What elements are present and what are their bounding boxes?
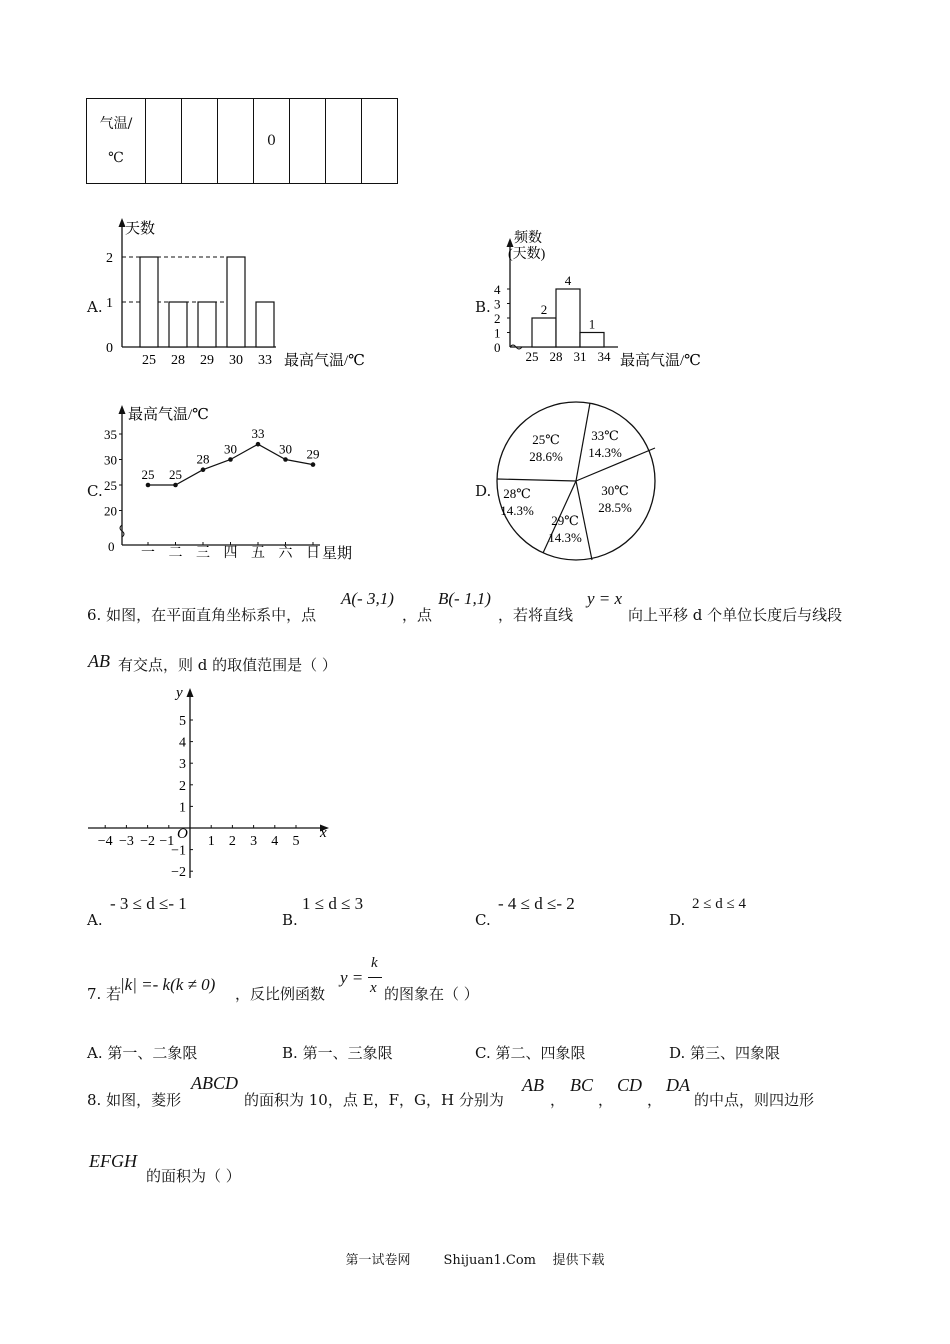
q8-comma-2: ， bbox=[598, 1091, 614, 1109]
q7-option-c-letter: C. bbox=[475, 1044, 491, 1062]
data-point bbox=[146, 483, 151, 488]
x-axis-label: 星期 bbox=[322, 546, 353, 562]
x-tick-label: 30 bbox=[229, 353, 243, 368]
x-tick-label: 25 bbox=[142, 353, 156, 368]
q7-option-c[interactable] bbox=[475, 1042, 586, 1063]
data-label: 30 bbox=[279, 441, 292, 457]
y-axis-label-line2: (天数) bbox=[508, 247, 546, 262]
q6-option-b-expr[interactable]: 1 ≤ d ≤ 3 bbox=[302, 894, 364, 913]
y-tick-label: 4 bbox=[494, 282, 501, 297]
slice-temp-label: 33℃ bbox=[591, 428, 619, 443]
data-point bbox=[283, 457, 288, 462]
option-c-line-chart bbox=[100, 400, 370, 565]
y-tick-label: 3 bbox=[179, 757, 186, 773]
y-axis-label: 最高气温/℃ bbox=[128, 407, 209, 423]
q8-side-da: DA bbox=[666, 1075, 690, 1095]
x-tick-label: −2 bbox=[140, 834, 156, 849]
y-axis-arrow bbox=[507, 238, 514, 247]
x-tick-label: 25 bbox=[525, 349, 539, 364]
q6-point-b: B(- 1,1) bbox=[438, 589, 491, 608]
y-tick-label: 1 bbox=[106, 296, 113, 311]
slice-percent-label: 28.6% bbox=[529, 449, 563, 464]
x-tick-label: 六 bbox=[278, 546, 293, 561]
y-tick-label: 5 bbox=[179, 714, 186, 729]
q8-text-post: 的中点，则四边形 bbox=[694, 1091, 815, 1109]
q6-option-a-expr[interactable]: - 3 ≤ d ≤- 1 bbox=[110, 894, 187, 913]
y-tick-label: 2 bbox=[106, 251, 113, 266]
q7-option-a[interactable] bbox=[87, 1042, 197, 1063]
bar-value-label: 1 bbox=[588, 316, 596, 332]
temperature-table bbox=[86, 98, 398, 184]
q7-option-a-letter: A. bbox=[87, 1044, 103, 1062]
table-label-line2: ℃ bbox=[108, 150, 124, 166]
x-tick-label: 5 bbox=[292, 834, 300, 849]
origin-label: O bbox=[177, 826, 188, 842]
table-cell: 0 bbox=[254, 99, 290, 184]
q7-option-d[interactable] bbox=[669, 1042, 780, 1063]
slice-temp-label: 28℃ bbox=[503, 486, 531, 501]
bar-value-label: 2 bbox=[540, 302, 548, 317]
q7-text-pre: 7. 若 bbox=[87, 985, 122, 1003]
bar bbox=[140, 257, 158, 347]
histogram-bar bbox=[580, 333, 604, 348]
table-cell bbox=[290, 99, 326, 184]
option-a-letter: A. bbox=[87, 298, 103, 316]
x-tick-label: 1 bbox=[207, 834, 215, 849]
q8-side-cd: CD bbox=[617, 1075, 643, 1095]
data-point bbox=[228, 457, 233, 462]
x-tick-label: 33 bbox=[258, 353, 272, 368]
x-tick-label: −4 bbox=[97, 834, 113, 849]
table-cell bbox=[146, 99, 182, 184]
x-tick-label: 一 bbox=[141, 546, 155, 561]
q6-line-equation: y = x bbox=[587, 589, 623, 608]
q7-option-d-text: 第三、四象限 bbox=[690, 1044, 781, 1062]
option-b-letter: B. bbox=[475, 298, 491, 316]
q7-text-post: 的图象在（ ） bbox=[384, 985, 479, 1003]
y-tick-label: 4 bbox=[179, 735, 186, 751]
q7-function-denominator: x bbox=[370, 980, 377, 996]
y-axis-arrow bbox=[187, 688, 194, 697]
q8-line2-text: 的面积为（ ） bbox=[146, 1167, 241, 1185]
q8-comma-3: ， bbox=[647, 1091, 663, 1109]
q7-fraction-bar bbox=[368, 977, 382, 978]
q6-option-d-letter[interactable]: D. bbox=[669, 911, 686, 929]
y-tick-label: 0 bbox=[106, 341, 113, 356]
option-a-bar-chart bbox=[100, 212, 400, 374]
y-tick-label: 30 bbox=[104, 452, 117, 468]
x-tick-label: 二 bbox=[168, 546, 183, 561]
data-label: 25 bbox=[169, 467, 182, 482]
x-tick-label: 五 bbox=[251, 546, 265, 561]
histogram-bar bbox=[556, 289, 580, 347]
table-row-label bbox=[87, 99, 146, 184]
q8-shape-efgh: EFGH bbox=[89, 1151, 137, 1171]
histogram-bar bbox=[532, 318, 556, 347]
bar bbox=[256, 302, 274, 347]
x-tick-label: 28 bbox=[549, 349, 563, 364]
table-cell bbox=[362, 99, 398, 184]
data-label: 29 bbox=[306, 446, 320, 462]
option-d-letter: D. bbox=[475, 482, 492, 500]
option-d-pie-chart bbox=[495, 400, 665, 565]
x-axis-label: x bbox=[320, 825, 327, 841]
x-tick-label: 34 bbox=[597, 349, 611, 364]
option-b-histogram bbox=[488, 225, 728, 375]
data-point bbox=[311, 462, 316, 467]
q6-text-mid: ，点 bbox=[402, 606, 433, 624]
q7-option-c-text: 第二、四象限 bbox=[495, 1044, 586, 1062]
q7-text-mid: ，反比例函数 bbox=[235, 985, 326, 1003]
slice-temp-label: 25℃ bbox=[532, 432, 560, 447]
x-tick-label: 3 bbox=[250, 834, 258, 849]
q6-option-c-letter[interactable]: C. bbox=[475, 911, 491, 929]
q6-text-mid2: ，若将直线 bbox=[498, 606, 574, 624]
data-point bbox=[256, 442, 261, 447]
q8-shape-abcd: ABCD bbox=[191, 1073, 238, 1093]
q7-function-lhs: y = bbox=[340, 968, 364, 987]
x-tick-label: −1 bbox=[159, 834, 175, 849]
x-tick-label: 2 bbox=[228, 834, 236, 849]
x-tick-label: 日 bbox=[306, 546, 320, 561]
q8-side-bc: BC bbox=[570, 1075, 594, 1095]
table-label-line1: 气温/ bbox=[99, 116, 133, 132]
y-axis-arrow bbox=[119, 405, 126, 414]
x-tick-label: 28 bbox=[171, 353, 185, 368]
bar-value-label: 4 bbox=[564, 273, 572, 288]
q7-option-b[interactable] bbox=[282, 1042, 393, 1063]
x-axis-label: 最高气温/℃ bbox=[620, 353, 701, 369]
y-tick-label: 20 bbox=[104, 503, 117, 519]
y-tick-label: 0 bbox=[108, 539, 115, 554]
y-tick-label: 2 bbox=[494, 311, 501, 326]
x-tick-label: 四 bbox=[223, 546, 238, 561]
slice-percent-label: 28.5% bbox=[598, 500, 632, 515]
slice-percent-label: 14.3% bbox=[548, 530, 582, 545]
y-tick-label: 3 bbox=[494, 296, 501, 312]
q7-option-b-letter: B. bbox=[282, 1044, 298, 1062]
q8-comma-1: ， bbox=[550, 1091, 566, 1109]
q6-option-c-expr[interactable]: - 4 ≤ d ≤- 2 bbox=[498, 894, 575, 913]
q8-text-mid: 的面积为 10，点 E，F，G，H 分别为 bbox=[244, 1091, 504, 1109]
q6-point-a: A(- 3,1) bbox=[341, 589, 394, 608]
table-cell bbox=[182, 99, 218, 184]
slice-divider bbox=[497, 479, 576, 481]
slice-percent-label: 14.3% bbox=[500, 503, 534, 518]
q6-option-b-letter[interactable]: B. bbox=[282, 911, 298, 929]
slice-percent-label: 14.3% bbox=[588, 445, 622, 460]
q6-line2-text: 有交点，则 d 的取值范围是（ ） bbox=[118, 656, 337, 674]
x-tick-label: 三 bbox=[196, 546, 210, 561]
data-point bbox=[173, 483, 178, 488]
slice-temp-label: 29℃ bbox=[551, 513, 579, 528]
data-label: 28 bbox=[196, 451, 210, 467]
bar bbox=[198, 302, 216, 347]
table-cell bbox=[326, 99, 362, 184]
q7-condition: |k| =- k(k ≠ 0) bbox=[120, 975, 216, 994]
x-tick-label: −3 bbox=[118, 834, 134, 849]
q6-segment-ab: AB bbox=[88, 651, 110, 671]
q6-option-d-expr[interactable]: 2 ≤ d ≤ 4 bbox=[692, 896, 746, 912]
x-tick-label: 31 bbox=[573, 349, 587, 364]
q6-coordinate-plane bbox=[84, 682, 334, 882]
bar bbox=[169, 302, 187, 347]
option-c-letter: C. bbox=[87, 482, 103, 500]
data-label: 25 bbox=[141, 467, 155, 482]
y-axis-label: y bbox=[176, 685, 183, 701]
q6-text-pre: 6. 如图，在平面直角坐标系中，点 bbox=[87, 606, 317, 624]
y-tick-label: 2 bbox=[179, 778, 186, 794]
q8-side-ab: AB bbox=[522, 1075, 544, 1095]
data-point bbox=[201, 467, 206, 472]
y-tick-label: −1 bbox=[171, 843, 186, 859]
q8-text-pre: 8. 如图，菱形 bbox=[87, 1091, 182, 1109]
q7-option-a-text: 第一、二象限 bbox=[107, 1044, 198, 1062]
y-axis-label: 天数 bbox=[125, 221, 156, 237]
q6-line1 bbox=[87, 604, 316, 625]
x-axis-label: 最高气温/℃ bbox=[284, 353, 365, 369]
slice-divider bbox=[576, 403, 590, 481]
bar bbox=[227, 257, 245, 347]
q6-text-post: 向上平移 d 个单位长度后与线段 bbox=[628, 606, 843, 624]
data-label: 33 bbox=[251, 426, 265, 442]
y-tick-label: −2 bbox=[171, 865, 186, 881]
q7-option-b-text: 第一、三象限 bbox=[302, 1044, 393, 1062]
x-tick-label: 4 bbox=[271, 834, 279, 849]
q6-option-a-letter[interactable]: A. bbox=[87, 911, 103, 929]
q7-function-numerator: k bbox=[371, 955, 378, 971]
q7-option-d-letter: D. bbox=[669, 1044, 686, 1062]
y-tick-label: 1 bbox=[179, 800, 186, 816]
y-tick-label: 0 bbox=[494, 340, 501, 355]
page-footer: 第一试卷网 Shijuan1.Com 提供下载 bbox=[345, 1253, 605, 1268]
data-label: 30 bbox=[224, 441, 237, 457]
y-tick-label: 35 bbox=[104, 427, 117, 442]
y-tick-label: 1 bbox=[494, 325, 501, 341]
slice-temp-label: 30℃ bbox=[601, 483, 629, 498]
table-cell bbox=[218, 99, 254, 184]
y-tick-label: 25 bbox=[104, 478, 117, 493]
y-axis-label-line1: 频数 bbox=[514, 231, 542, 246]
x-tick-label: 29 bbox=[200, 353, 214, 368]
